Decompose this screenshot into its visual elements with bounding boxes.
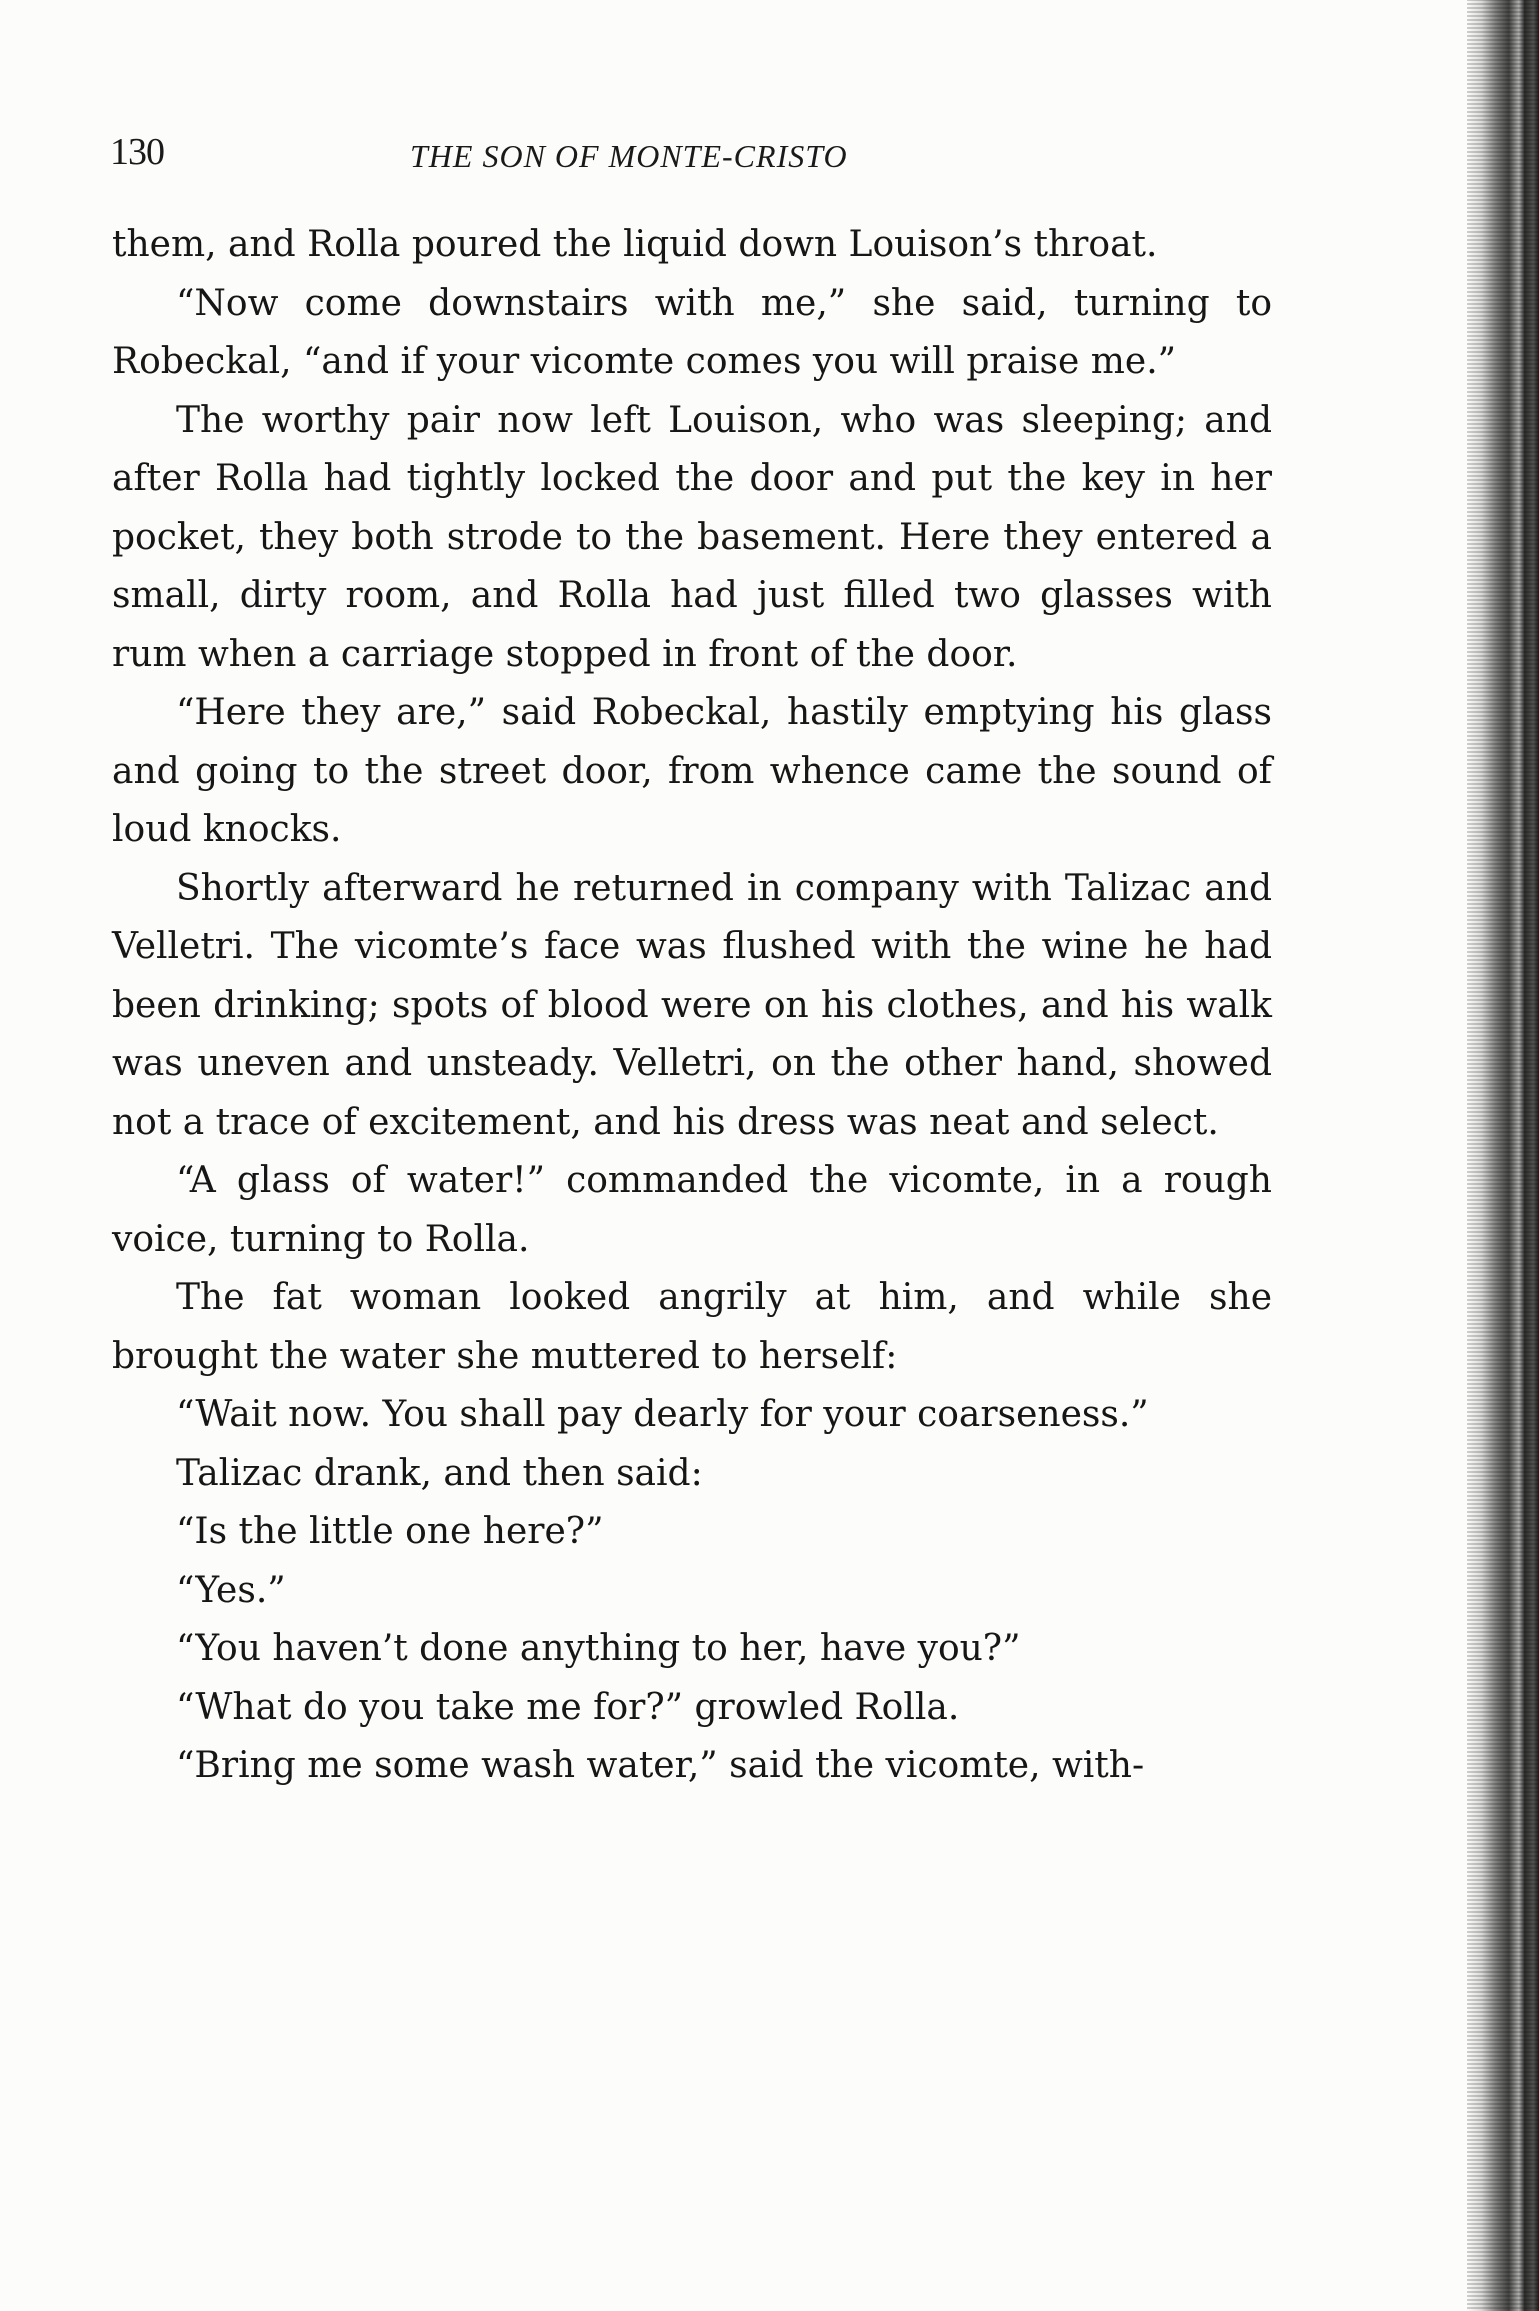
page-header: [110, 130, 1280, 190]
page-body: [112, 216, 1272, 1796]
paragraph-3: The worthy pair now left Louison, who was sleeping; and after Rolla had tightly locked the door and put the key in her pocket, they both strode to the basement. Here they entered a small, dirty room, and Rolla had just filled two glasses with rum when a carriage stopped in front of the door.: [112, 399, 1272, 675]
running-title: THE SON OF MONTE-CRISTO: [410, 138, 848, 174]
paragraph-10: “Is the little one here?”: [176, 1511, 604, 1552]
paragraph-11: “Yes.”: [176, 1569, 286, 1611]
paragraph-1: them, and Rolla poured the liquid down Louison’s throat.: [112, 224, 1158, 265]
paragraph-5: Shortly afterward he returned in company with Talizac and Velletri. The vicomte’s face was flushed with the wine he had been drinking; spots of blood were on his clothes, and his walk was uneven and unsteady. Velletri, on the other hand, showed not a trace of excitement, and his dress was neat and select.: [112, 867, 1272, 1143]
paragraph-4: “Here they are,” said Robeckal, hastily emptying his glass and going to the street door, from whence came the sound of loud knocks.: [112, 692, 1272, 850]
paragraph-2: “Now come downstairs with me,” she said, turning to Robeckal, “and if your vicomte comes you will praise me.”: [112, 282, 1272, 382]
paragraph-13: “What do you take me for?” growled Rolla.: [176, 1686, 960, 1728]
paragraph-6: “A glass of water!” commanded the vicomte, in a rough voice, turning to Rolla.: [112, 1160, 1272, 1260]
paragraph-8: “Wait now. You shall pay dearly for your coarseness.”: [176, 1394, 1149, 1435]
paragraph-12: “You haven’t done anything to her, have you?”: [176, 1628, 1021, 1669]
page-number: 130: [110, 131, 164, 173]
paragraph-14: “Bring me some wash water,” said the vicomte, with-: [176, 1745, 1145, 1786]
page-edge-grain: [1467, 0, 1539, 2311]
paragraph-7: The fat woman looked angrily at him, and while she brought the water she muttered to herself:: [112, 1277, 1272, 1377]
paragraph-9: Talizac drank, and then said:: [176, 1452, 703, 1494]
